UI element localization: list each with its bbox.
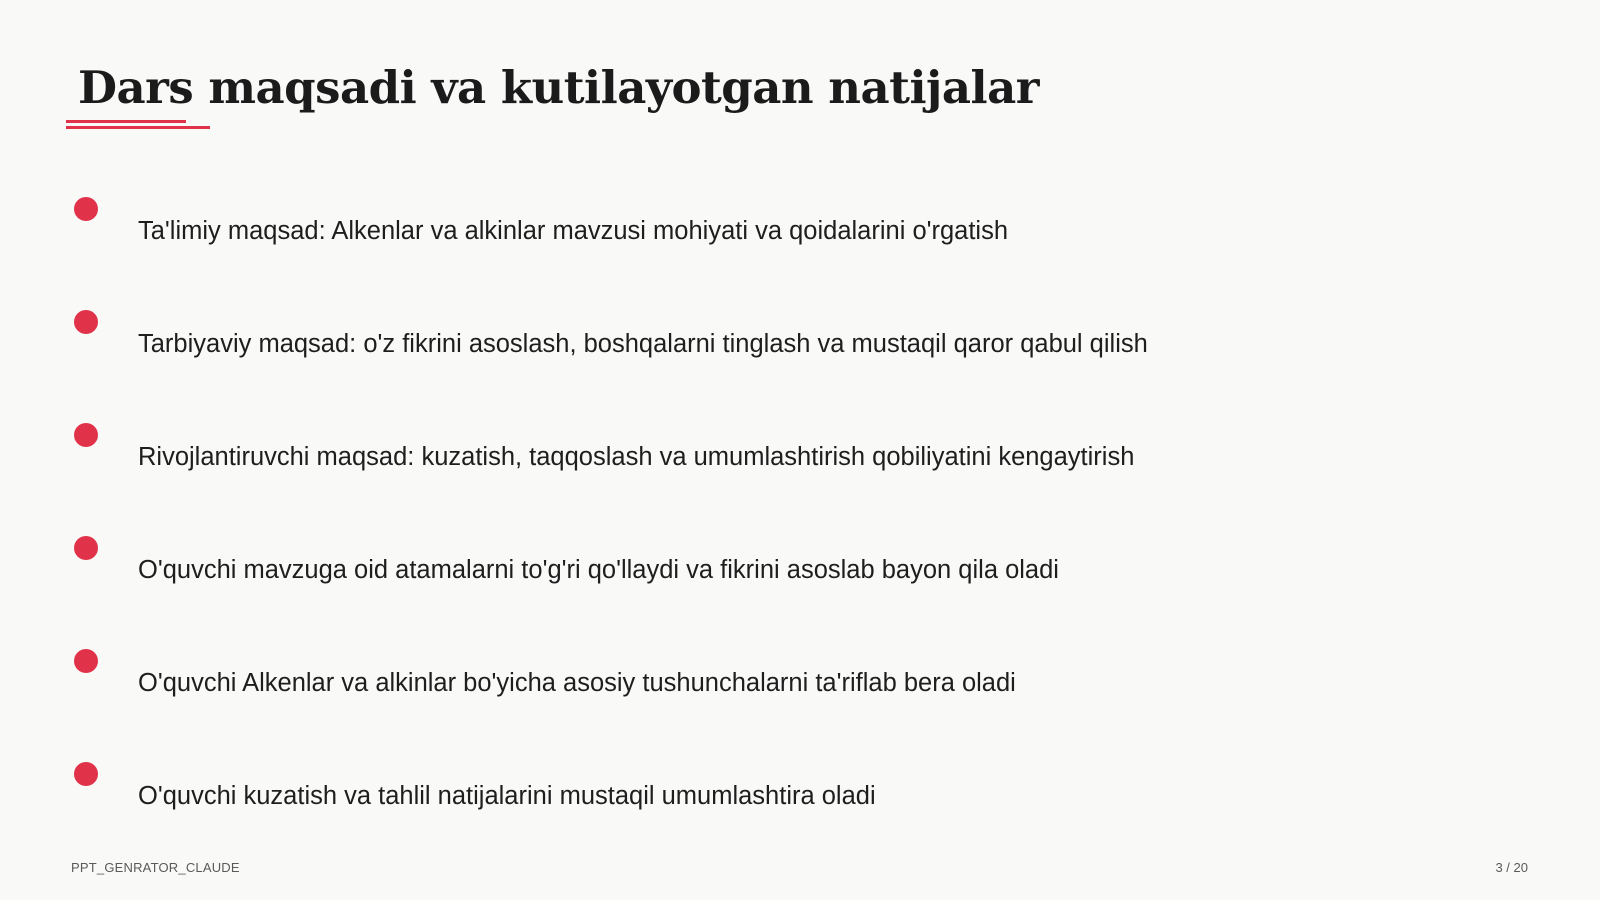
- objective-text: O'quvchi mavzuga oid atamalarni to'g'ri qo'llaydi va fikrini asoslab bayon qila oladi: [138, 556, 1059, 584]
- objective-item: [0, 197, 1600, 297]
- bullet-dot-icon: [74, 762, 98, 786]
- objective-text: O'quvchi Alkenlar va alkinlar bo'yicha asosiy tushunchalarni ta'riflab bera oladi: [138, 669, 1016, 697]
- objective-item: [0, 649, 1600, 749]
- objective-text: Tarbiyaviy maqsad: o'z fikrini asoslash, boshqalarni tinglash va mustaqil qaror qabul qilish: [138, 330, 1148, 358]
- bullet-dot-icon: [74, 423, 98, 447]
- objective-text: Ta'limiy maqsad: Alkenlar va alkinlar mavzusi mohiyati va qoidalarini o'rgatish: [138, 217, 1009, 245]
- bullet-dot-icon: [74, 536, 98, 560]
- bullet-dot-icon: [74, 649, 98, 673]
- objective-item: [0, 762, 1600, 862]
- objective-text: Rivojlantiruvchi maqsad: kuzatish, taqqoslash va umumlashtirish qobiliyatini kengaytirish: [138, 443, 1135, 471]
- slide-title: Dars maqsadi va kutilayotgan natijalar: [78, 61, 1039, 114]
- objective-text: O'quvchi kuzatish va tahlil natijalarini mustaqil umumlashtira oladi: [138, 782, 876, 810]
- objective-item: [0, 423, 1600, 523]
- bullet-dot-icon: [74, 310, 98, 334]
- objective-item: [0, 536, 1600, 636]
- bullet-dot-icon: [74, 197, 98, 221]
- footer-label: PPT_GENRATOR_CLAUDE: [71, 860, 240, 875]
- objective-item: [0, 310, 1600, 410]
- page-indicator: 3 / 20: [1495, 860, 1528, 875]
